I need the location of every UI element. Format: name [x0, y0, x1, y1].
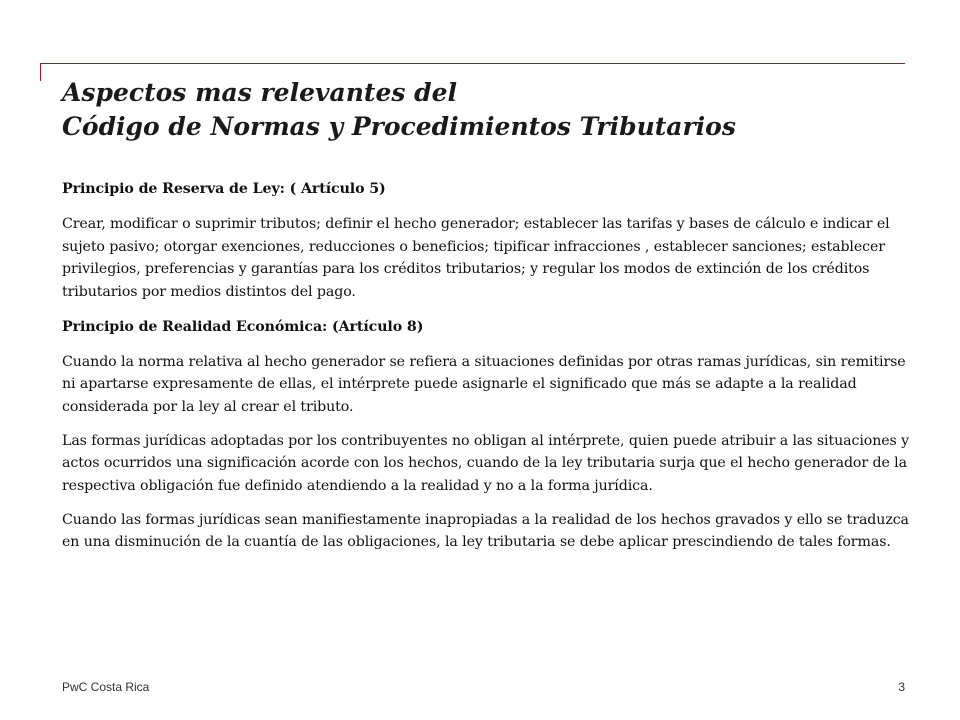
corner-accent-rule [40, 63, 41, 81]
slide-body [62, 178, 910, 554]
spacer [62, 338, 910, 351]
spacer [62, 303, 910, 316]
paragraph-realidad-economica-2: Las formas jurídicas adoptadas por los contribuyentes no obligan al intérprete, quien puede atribuir a las situaciones y actos ocurridos una significación acorde con los hechos, cuando de la ley tributaria surja que el hecho generador de la respectiva obligación fue definido atendiendo a la realidad y no a la forma jurídica. [62, 432, 910, 494]
footer-company: PwC Costa Rica [62, 680, 150, 694]
section-heading-reserva-de-ley: Principio de Reserva de Ley: ( Artículo 5) [62, 181, 386, 197]
paragraph-realidad-economica-3: Cuando las formas jurídicas sean manifiestamente inapropiadas a la realidad de los hechos gravados y ello se traduzca en una disminución de la cuantía de las obligaciones, la ley tributaria se debe aplicar prescindiendo de tales formas. [62, 511, 909, 550]
top-accent-rule [40, 63, 905, 64]
spacer [62, 418, 910, 430]
slide-title-line-1: Aspectos mas relevantes del [62, 78, 458, 107]
section-heading-realidad-economica: Principio de Realidad Económica: (Artículo 8) [62, 318, 424, 335]
page-number: 3 [898, 680, 905, 694]
spacer [62, 201, 910, 214]
paragraph-realidad-economica-1: Cuando la norma relativa al hecho generador se refiera a situaciones definidas por otras ramas jurídicas, sin remitirse ni apartarse expresamente de ellas, el intérprete puede asignarle el significado que más se adapte a la realidad considerada por la ley al crear el tributo. [62, 353, 906, 415]
slide-title-line-2: Código de Normas y Procedimientos Tributarios [62, 112, 736, 141]
paragraph-reserva-de-ley: Crear, modificar o suprimir tributos; definir el hecho generador; establecer las tarifas y bases de cálculo e indicar el sujeto pasivo; otorgar exenciones, reducciones o beneficios; tipificar infracciones , establecer sanciones; establecer privilegios, preferencias y garantías para los créditos tributarios; y regular los modos de extinción de los créditos tributarios por medios distintos del pago. [62, 216, 890, 300]
slide-title [62, 76, 922, 144]
spacer [62, 497, 910, 509]
